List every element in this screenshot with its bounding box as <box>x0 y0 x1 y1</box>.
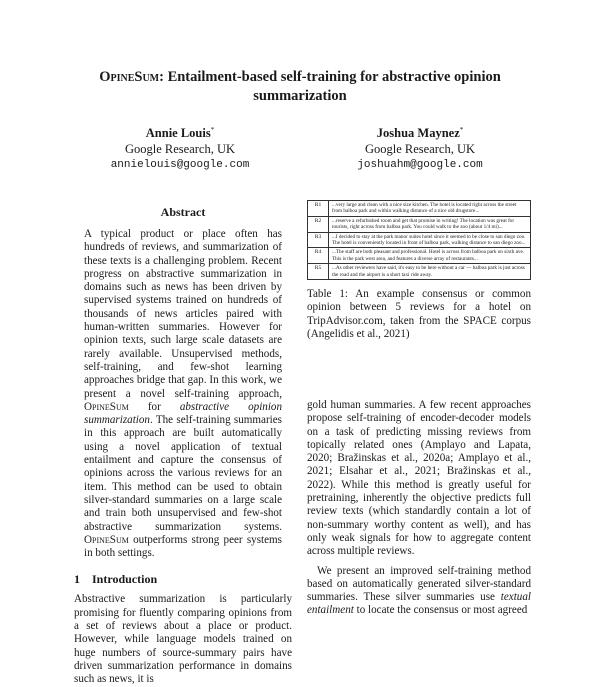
author-affiliation: Google Research, UK <box>124 142 236 157</box>
author-name: Annie Louis* <box>145 126 215 141</box>
paragraph: We present an improved self-training method based on automatically generated silver-standard summaries. These silver summaries use textual entailment to locate the consensus or most agreed <box>307 564 531 617</box>
table-caption: Table 1: An example consensus or common opinion between 5 reviews for a hotel on TripAdvisor.com, taken from the SPACE corpus (Angelidis et al., 2021) <box>307 288 531 340</box>
author-block-1 <box>60 122 300 173</box>
introduction-text: Abstractive summarization is particularly promising for fluently comparing opinions from a set of reviews about a place or product. However, while language models trained on huge numbers of source-summary pairs have driven summarization performance in domains such as news, it is <box>74 593 292 686</box>
paragraph: gold human summaries. A few recent approaches propose self-training of encoder-decoder models on a task of predicting missing reviews from topically related ones (Amplayo and Lapata, 2020; Bražinskas et al., 2020a; Amplayo et al., 2021; Elsahar et al., 2021; Bražinskas et al., 2022). While this method is greatly useful for pretraining, inherently the objective predicts full review texts (which standardly contain a lot of non-summary worthy content as well), and has only weak signals for how to aggregate content across multiple reviews. <box>307 399 531 558</box>
title-system-name: OpineSum <box>99 69 160 85</box>
right-column <box>307 200 531 341</box>
author-affiliation: Google Research, UK <box>364 142 476 157</box>
table-row: R4 ...The staff are both pleasant and professional. Hotel is across from balboa park on sixth ave. This is the park west area, and features a diverse array of restaurants... <box>308 248 531 264</box>
section-heading-introduction: 1 Introduction <box>74 572 158 587</box>
title-rest: : Entailment-based self-training for abstractive opinion summarization <box>159 69 501 104</box>
author-block-2 <box>300 122 540 173</box>
author-email: joshuahm@google.com <box>357 159 483 172</box>
review-table <box>307 200 531 280</box>
table-row: R3 ...I decided to stay at the park manor suites hotel since it seemed to be close to san diego zoo. The hotel is conveniently located in front of balboa park, walking distance to san diego zoo... <box>308 232 531 248</box>
left-column <box>74 205 292 687</box>
abstract-body: A typical product or place often has hundreds of reviews, and summarization of these texts is a challenging problem. Recent progress on abstractive summarization in domains such as news has been driven by supervised systems trained on hundreds of thousands of news articles paired with human-written summaries. However for opinion texts, such large scale datasets are rarely available. Unsupervised methods, self-training, and few-shot learning approaches bridge that gap. In this work, we present a novel self-training approach, OpineSum for abstractive opinion summarization. The self-training summaries in this approach are built automatically using a novel application of textual entailment and capture the consensus of opinions across the various reviews for an item. This method can be used to obtain silver-standard summaries on a large scale and train both unsupervised and few-shot abstractive summarization systems. OpineSum outperforms strong peer systems in both settings. <box>84 228 283 560</box>
abstract-heading: Abstract <box>160 205 206 219</box>
right-body-text <box>307 399 531 618</box>
paper-title <box>60 68 540 106</box>
author-name: Joshua Maynez* <box>376 126 464 141</box>
table-row: R2 ...reserve a refurbished room and get that promise in writing! The location was great for tourists, right across from balboa park. You could walk to the zoo (about 1/4 mi)... <box>308 216 531 232</box>
author-email: annielouis@google.com <box>110 159 250 172</box>
table-row: R5 ...As other reviewers have said, it's easy to be here without a car — balboa park is just across the road and the airport is a short taxi ride away. <box>308 264 531 280</box>
table-row: R1 ...very large and clean with a nice size kitchen. The hotel is located right across the street from balboa park and within walking distance of a nice old drugstore... <box>308 201 531 217</box>
